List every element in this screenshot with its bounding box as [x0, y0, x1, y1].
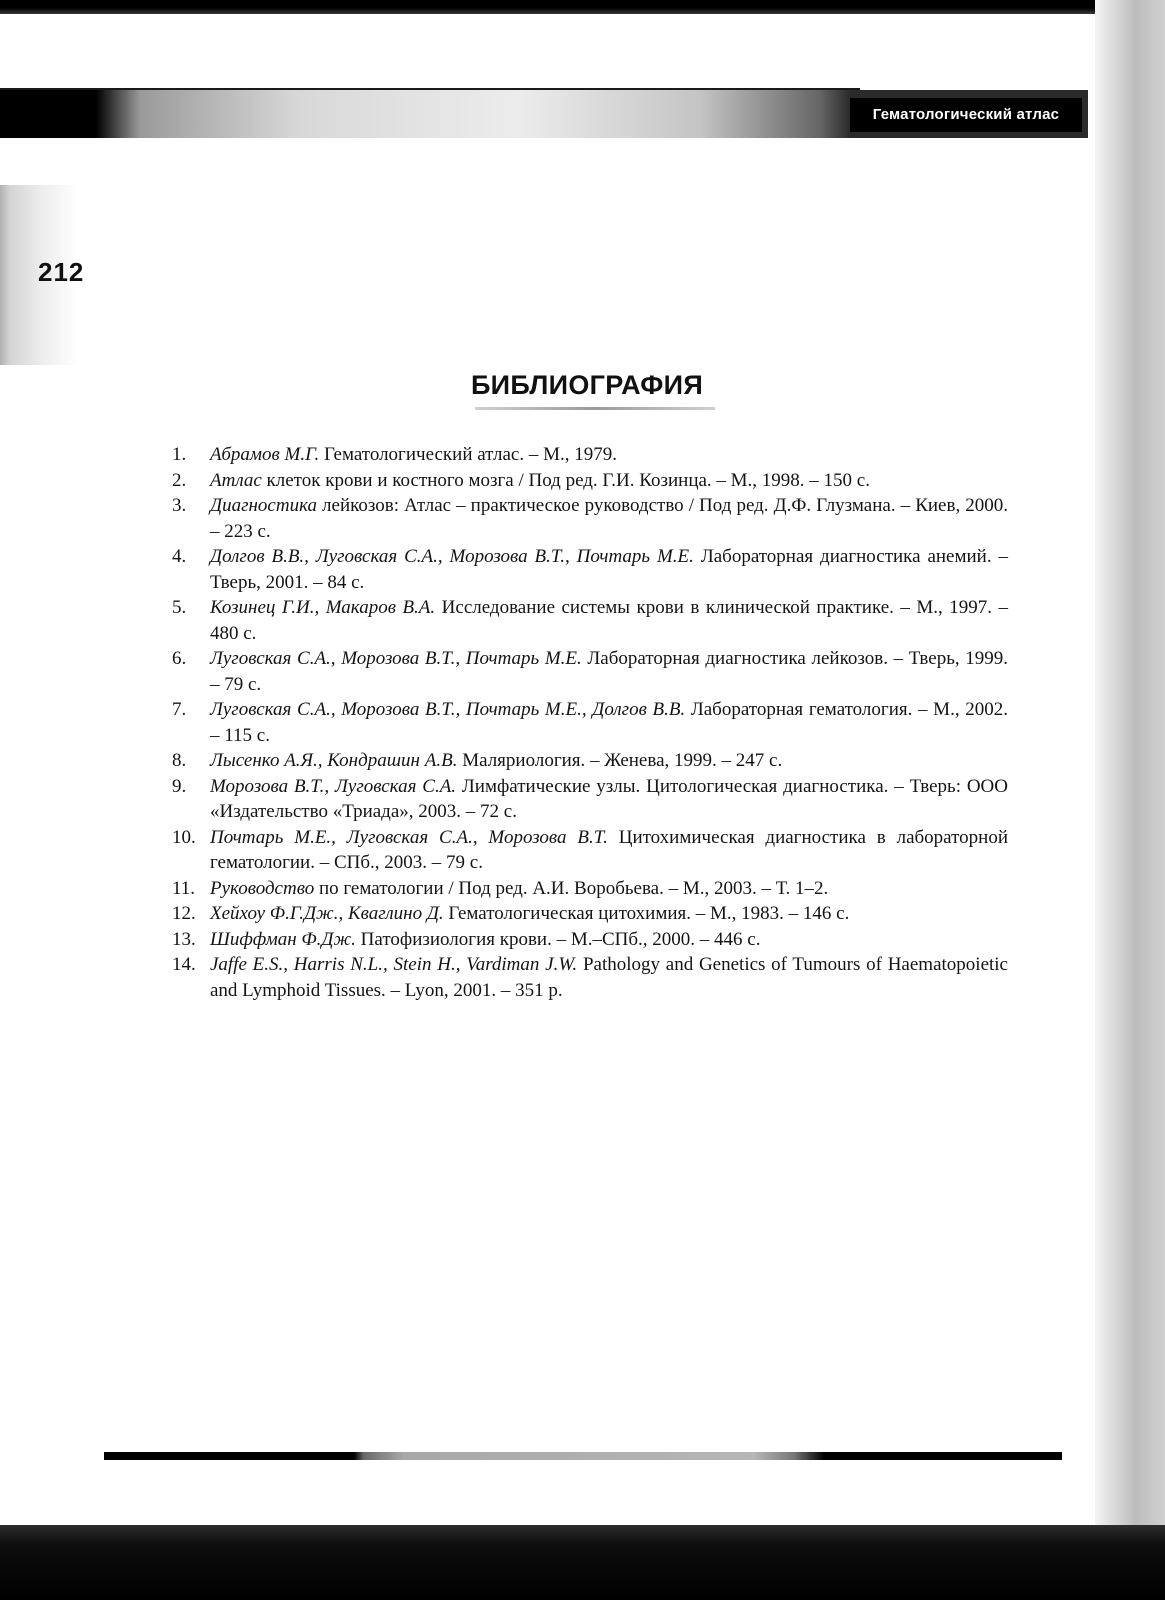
section-title-underline — [475, 407, 715, 410]
entry-author: Почтарь М.Е., Луговская С.А., Морозова В.Т. — [210, 826, 608, 848]
bibliography-entry — [172, 774, 1008, 825]
entry-author: Диагностика — [210, 495, 317, 516]
page-number: 212 — [38, 257, 85, 287]
entry-author: Шиффман Ф.Дж. — [210, 928, 356, 950]
bibliography-entry — [172, 825, 1008, 876]
entry-number: 1. — [172, 444, 187, 465]
entry-author: Долгов В.В., Луговская С.А., Морозова В.Т., Почтарь М.Е. — [210, 546, 694, 567]
entry-author: Абрамов М.Г. — [210, 444, 320, 465]
entry-details: Гематологический атлас. – М., 1979. — [319, 444, 617, 465]
entry-author: Jaffe E.S., Harris N.L., Stein H., Vardiman J.W. — [210, 954, 578, 975]
entry-number: 12. — [172, 903, 196, 924]
entry-text — [210, 442, 1008, 468]
bibliography-entry — [172, 468, 1008, 494]
entry-number: 11. — [172, 877, 196, 899]
entry-number: 3. — [172, 495, 187, 516]
entry-details: Цитохимическая диагностика в лабораторной гематологии. – СПб., 2003. – 79 с. — [210, 826, 1008, 873]
entry-text — [210, 468, 1008, 494]
entry-text — [210, 748, 1008, 774]
scan-top-border — [0, 0, 1165, 14]
bibliography-entry — [172, 748, 1008, 774]
entry-number: 4. — [172, 546, 187, 567]
entry-text — [210, 952, 1008, 1003]
entry-author: Руководство — [210, 877, 315, 899]
entry-details: клеток крови и костного мозга / Под ред. Г.И. Козинца. – М., 1998. – 150 с. — [261, 469, 870, 491]
entry-details: Маляриология. – Женева, 1999. – 247 с. — [457, 750, 783, 771]
entry-text — [210, 876, 1008, 902]
bibliography-entry — [172, 901, 1008, 927]
entry-number: 5. — [172, 597, 187, 618]
entry-number: 9. — [172, 775, 187, 797]
entry-author: Морозова В.Т., Луговская С.А. — [210, 775, 457, 797]
bibliography-entry — [172, 646, 1008, 697]
bibliography-entry — [172, 544, 1008, 595]
bibliography-entry — [172, 876, 1008, 902]
entry-author: Хейхоу Ф.Г.Дж., Кваглино Д. — [210, 903, 444, 924]
entry-details: по гематологии / Под ред. А.И. Воробьева. – М., 2003. – Т. 1–2. — [314, 877, 829, 899]
entry-number: 2. — [172, 469, 187, 491]
bibliography-entry — [172, 952, 1008, 1003]
entry-details: Лабораторная диагностика лейкозов. – Тверь, 1999. – 79 с. — [210, 648, 1008, 695]
entry-details: Лабораторная диагностика анемий. – Тверь, 2001. – 84 с. — [210, 546, 1008, 593]
entry-number: 6. — [172, 648, 187, 669]
entry-text — [210, 901, 1008, 927]
entry-author: Атлас — [210, 469, 262, 491]
footer-rule — [104, 1452, 1062, 1460]
entry-details: Патофизиология крови. – М.–СПб., 2000. – 446 с. — [355, 928, 761, 950]
entry-details: Pathology and Genetics of Tumours of Haematopoietic and Lymphoid Tissues. – Lyon, 2001. – 351 p. — [210, 954, 1008, 1001]
bibliography-entry — [172, 493, 1008, 544]
bibliography-list — [172, 442, 1008, 1003]
entry-author: Лысенко А.Я., Кондрашин А.В. — [210, 750, 458, 771]
scan-bottom-border — [0, 1525, 1165, 1600]
bibliography-entry — [172, 595, 1008, 646]
bibliography-entry — [172, 927, 1008, 953]
entry-text — [210, 595, 1008, 646]
entry-details: Лимфатические узлы. Цитологическая диагностика. – Тверь: ООО «Издательство «Триада», 2003. – 72 с. — [210, 775, 1008, 822]
entry-number: 8. — [172, 750, 187, 771]
entry-number: 13. — [172, 928, 196, 950]
entry-author: Козинец Г.И., Макаров В.А. — [210, 597, 436, 618]
running-header-title: Гематологический атлас — [850, 98, 1082, 132]
entry-text — [210, 697, 1008, 748]
entry-text — [210, 493, 1008, 544]
entry-details: лейкозов: Атлас – практическое руководство / Под ред. Д.Ф. Глузмана. – Киев, 2000. – 223 с. — [210, 495, 1008, 542]
entry-number: 14. — [172, 954, 196, 975]
scan-right-edge — [1095, 0, 1165, 1600]
entry-number: 7. — [172, 699, 187, 720]
entry-number: 10. — [172, 826, 196, 848]
entry-text — [210, 927, 1008, 953]
entry-text — [210, 646, 1008, 697]
bibliography-entry — [172, 697, 1008, 748]
entry-details: Исследование системы крови в клинической практике. – М., 1997. – 480 с. — [210, 597, 1008, 644]
entry-text — [210, 825, 1008, 876]
entry-text — [210, 544, 1008, 595]
entry-details: Лабораторная гематология. – М., 2002. – 115 с. — [210, 699, 1008, 746]
entry-text — [210, 774, 1008, 825]
bibliography-entry — [172, 442, 1008, 468]
entry-details: Гематологическая цитохимия. – М., 1983. – 146 с. — [443, 903, 850, 924]
entry-author: Луговская С.А., Морозова В.Т., Почтарь М.Е. — [210, 648, 582, 669]
section-title: БИБЛИОГРАФИЯ — [470, 370, 704, 400]
entry-author: Луговская С.А., Морозова В.Т., Почтарь М.Е., Долгов В.В. — [210, 699, 686, 720]
